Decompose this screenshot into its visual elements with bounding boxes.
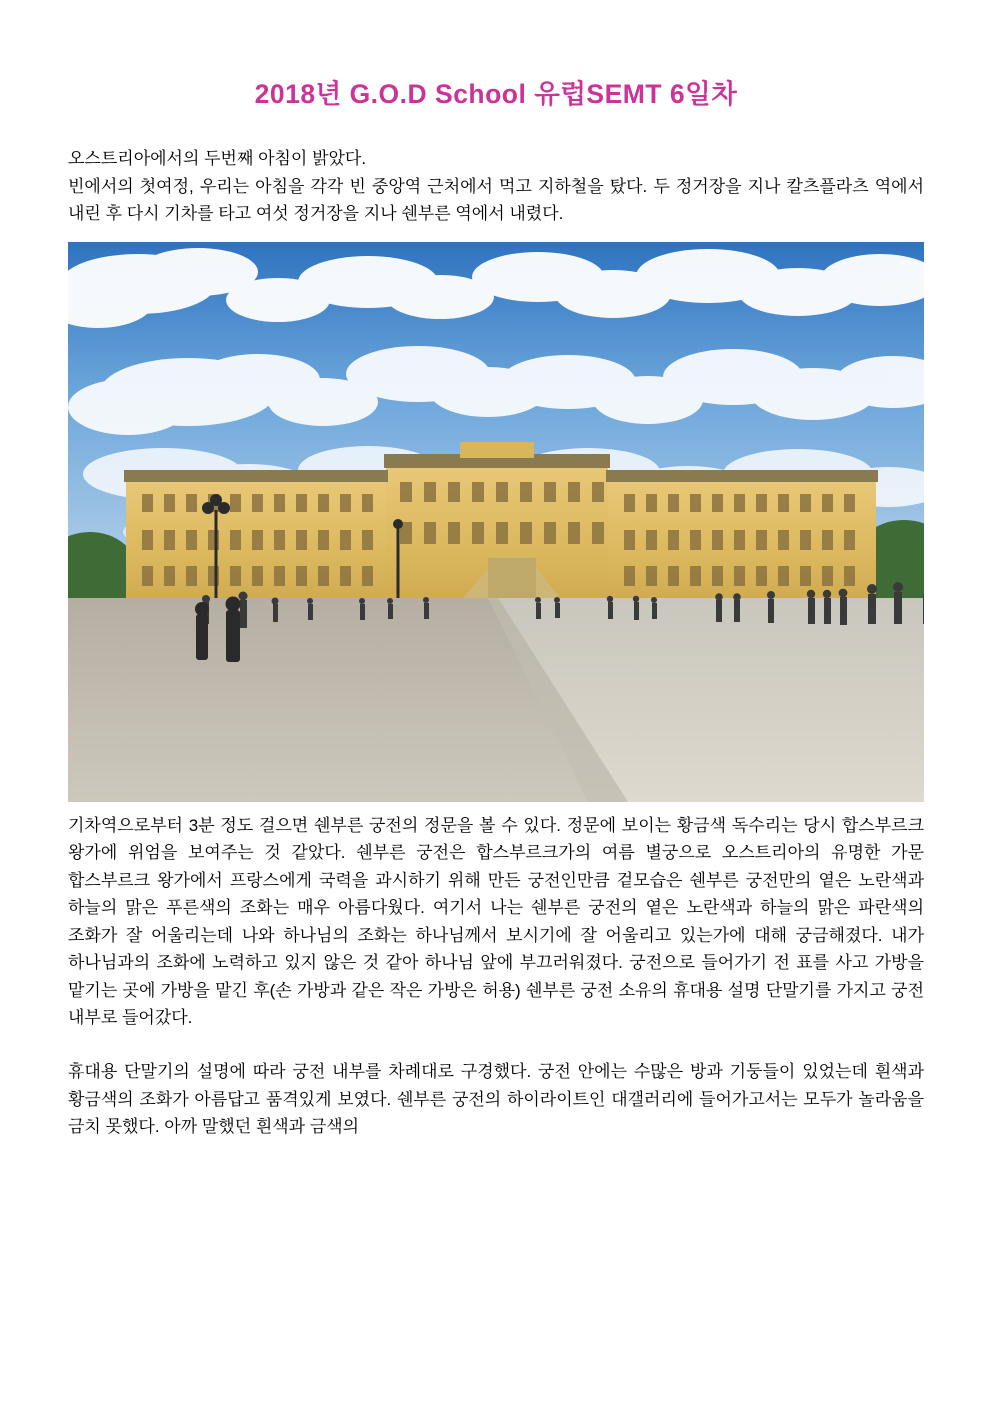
intro-paragraphs [68,145,924,228]
body-paragraph-1: 기차역으로부터 3분 정도 걸으면 쉔부른 궁전의 정문을 볼 수 있다. 정문에 보이는 황금색 독수리는 당시 합스부르크 왕가에 위엄을 보여주는 것 같았다. 쉔부른 궁전은 합스부르크가의 여름 별궁으로 오스트리아의 유명한 가문 합스부르크 왕가에서 프랑스에게 국력을 과시하기 위해 만든 궁전인만큼 겉모습은 쉔부른 궁전만의 옅은 노란색과 하늘의 맑은 푸른색의 조화는 매우 아름다웠다. 여기서 나는 쉔부른 궁전의 옅은 노란색과 하늘의 맑은 파란색의 조화가 잘 어울리는데 나와 하나님의 조화는 하나님께서 보시기에 잘 어울리고 있는가에 대해 궁금해졌다. 내가 하나님과의 조화에 노력하고 있지 않은 것 같아 하나님 앞에 부끄러워졌다. 궁전으로 들어가기 전 표를 사고 가방을 맡기는 곳에 가방을 맡긴 후(손 가방과 같은 작은 가방은 허용) 쉔부른 궁전 소유의 휴대용 설명 단말기를 가지고 궁전 내부로 들어갔다. [68,815,924,1028]
body-paragraphs [68,812,924,1141]
body-paragraph-2: 휴대용 단말기의 설명에 따라 궁전 내부를 차례대로 구경했다. 궁전 안에는 수많은 방과 기둥들이 있었는데 흰색과 황금색의 조화가 아름답고 품격있게 보였다. 쉔부른 궁전의 하이라이트인 대갤러리에 들어가고서는 모두가 놀라움을 금치 못했다. 아까 말했던 흰색과 금색의 [68,1061,924,1137]
intro-line-2: 빈에서의 첫여정, 우리는 아침을 각각 빈 중앙역 근처에서 먹고 지하철을 탔다. 두 정거장을 지나 칼츠플라츠 역에서 내린 후 다시 기차를 타고 여섯 정거장을 지나 쉔부른 역에서 내렸다. [68,176,924,224]
schonbrunn-palace-photo [68,242,924,802]
paragraph-spacer [68,1038,924,1058]
page-title: 2018년 G.O.D School 유럽SEMT 6일차 [254,79,738,109]
intro-line-1: 오스트리아에서의 두번째 아침이 밝았다. [68,149,367,169]
